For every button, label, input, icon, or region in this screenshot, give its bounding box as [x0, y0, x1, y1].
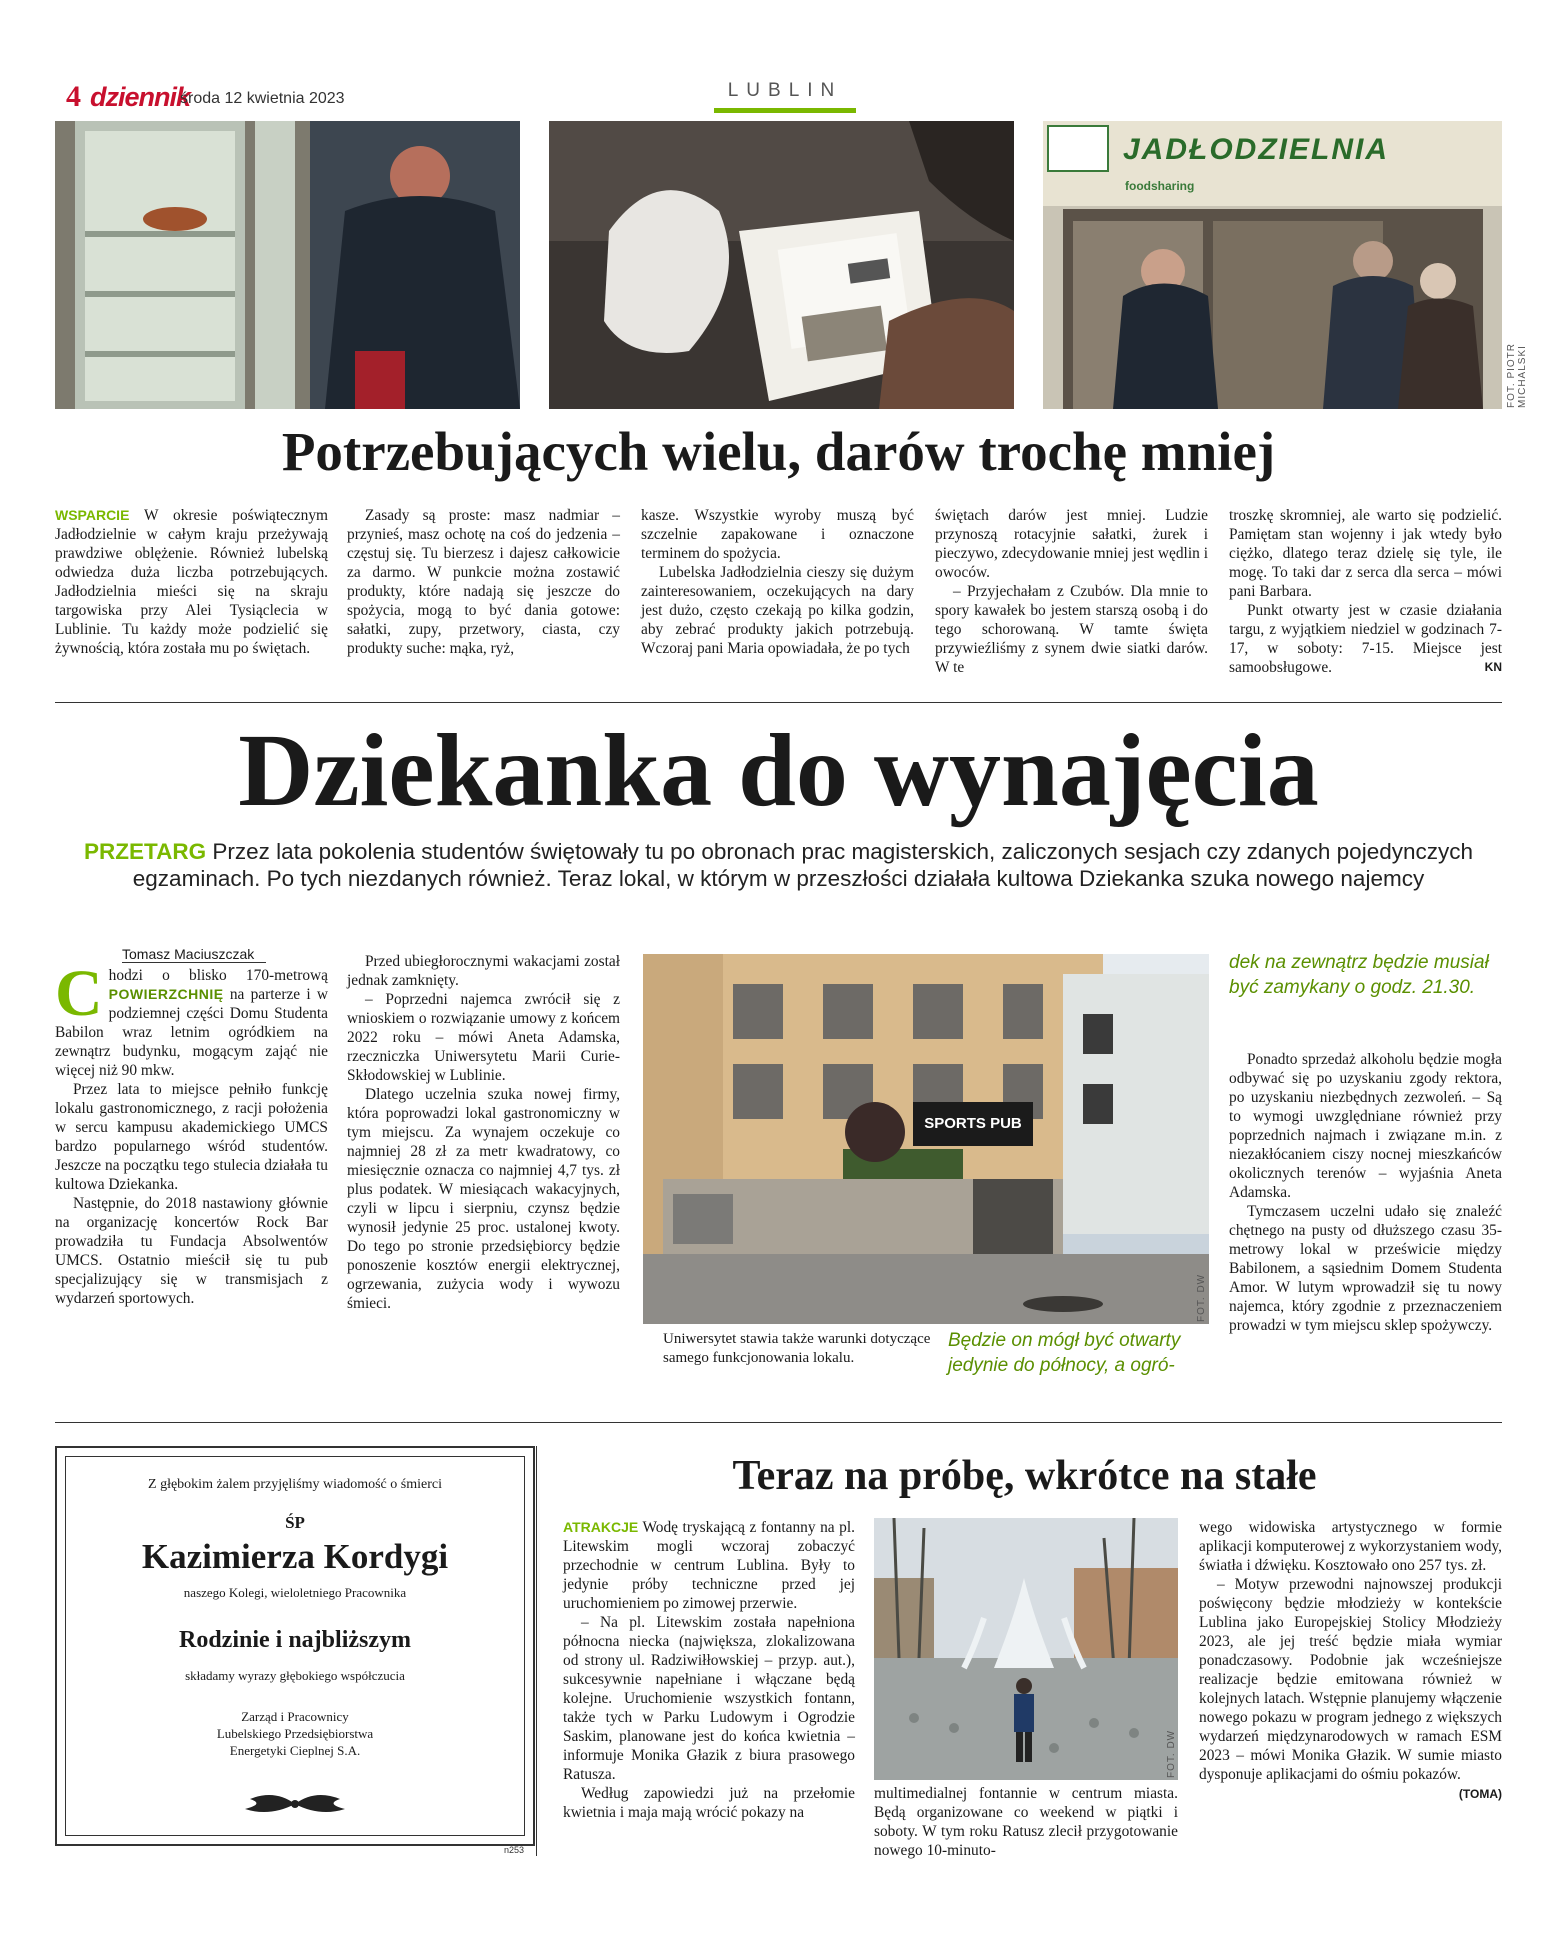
- paragraph: kasze. Wszystkie wyroby muszą być szczelnie zapakowane i oznaczone terminem do spożycia.: [641, 507, 914, 562]
- obituary-inner-frame: [65, 1456, 525, 1836]
- signer-line: Energetyki Cieplnej S.A.: [229, 1743, 361, 1758]
- obituary-intro: Z głębokim żalem przyjęliśmy wiadomość o śmierci: [148, 1477, 442, 1492]
- article-column: [641, 506, 914, 658]
- drop-cap: C: [55, 957, 103, 1030]
- photo-credit: FOT. DW: [1196, 1273, 1207, 1322]
- article-kicker: WSPARCIE: [55, 507, 130, 523]
- section-underline: [714, 108, 856, 113]
- stall-sign-text: JADŁODZIELNIA: [1123, 133, 1389, 166]
- article-column: [1199, 1518, 1502, 1804]
- column-divider: [536, 1446, 537, 1856]
- article-column: [55, 506, 328, 658]
- obituary-family: Rodzinie i najbliższym: [179, 1627, 411, 1653]
- photo-dormitory: [643, 954, 1209, 1324]
- paragraph: Następnie, do 2018 nastawiony głównie na organizację koncertów Rock Bar prowadziła tu Fundacja Absolwentów UMCS. Ostatnio mieścił się tu pub specjalizujący się w transmisjach z wydarzeń sportowych.: [55, 1195, 328, 1307]
- photo-food-packages: [549, 121, 1014, 409]
- obituary-abbrev: ŚP: [285, 1513, 305, 1532]
- article-lead: [70, 838, 1487, 892]
- paragraph: – Motyw przewodni najnowszej produkcji poświęcony będzie młodzieży w kontekście Lublina jako Europejskiej Stolicy Młodzieży 2023, ale jej treść będzie miała wymiar ponadczasowy. Podobnie jak wcześniejsze realizacje będzie emitowana również w kolejnych latach. Wstępnie planujemy włączenie nowego pokazu w program jednego z większych wydarzeń międzynarodowych w ramach ESM 2023 – mówi Monika Głazik. W sumie miasto dysponuje aplikacjami do ośmiu pokazów.: [1199, 1576, 1502, 1783]
- article-title: Potrzebujących wielu, darów trochę mniej: [281, 421, 1276, 482]
- lead-text: Przez lata pokolenia studentów świętowały tu po obronach prac magisterskich, zaliczonych sesjach czy zdanych pojedynczych egzaminach. Po tych niezdanych również. Teraz lokal, w którym w przeszłości działała kultowa Dziekanka szuka nowego najemcy: [132, 839, 1473, 891]
- photo-caption: Uniwersytet stawia także warunki dotyczące samego funkcjonowania lokalu.: [663, 1331, 931, 1366]
- paragraph: Przez lata to miejsce pełniło funkcję lokalu gastronomicznego, z racji położenia w sercu kampusu akademickiego UMCS bardzo popularnego wśród studentów. Jeszcze na początku tego stulecia działała tu kultowa Dziekanka.: [55, 1081, 328, 1193]
- article-column: [55, 957, 328, 1308]
- article-column: [1229, 1050, 1502, 1335]
- pub-sign: SPORTS PUB: [913, 1102, 1033, 1146]
- stall-sign-sub: foodsharing: [1125, 179, 1195, 193]
- paragraph: Punkt otwarty jest w czasie działania targu, z wyjątkiem niedziel w godzinach 7-17, w soboty: 7-15. Miejsce jest samoobsługowe.: [1229, 602, 1502, 676]
- article-column: [874, 1784, 1178, 1860]
- paragraph: multimedialnej fontannie w centrum miasta. Będą organizowane co weekend w piątki i soboty. W tym roku Ratusz zlecił przygotowanie nowego 10-minuto-: [874, 1785, 1178, 1859]
- photo-foodsharing-stall: [1043, 121, 1502, 409]
- article-title: Teraz na próbę, wkrótce na stałe: [732, 1453, 1317, 1499]
- article-column: [347, 952, 620, 1313]
- photo-credit: FOT. DW: [1166, 1729, 1177, 1778]
- paragraph: Przed ubiegłorocznymi wakacjami został jednak zamknięty.: [347, 953, 620, 989]
- photo-fountain: [874, 1518, 1178, 1780]
- signer-line: Zarząd i Pracownicy: [241, 1709, 349, 1724]
- paragraph: na parterze i w podziemnej części Domu Studenta Babilon wraz letnim ogródkiem na zewnątrz budynku, mogącym zająć nie więcej niż 90 mkw.: [55, 986, 328, 1079]
- ad-code: n253: [504, 1845, 525, 1855]
- paragraph: Według zapowiedzi już na przełomie kwietnia i maja mają wrócić pokazy na: [563, 1785, 855, 1821]
- paragraph: – Poprzedni najemca zwrócił się z wnioskiem o rozwiązanie umowy z końcem 2022 roku – mówi Aneta Adamska, rzeczniczka Uniwersytetu Marii Curie-Skłodowskiej w Lublinie.: [347, 991, 620, 1084]
- paragraph: świętach darów jest mniej. Ludzie przynoszą rotacyjnie sałatki, żurek i pieczywo, zdecydowanie mniej jest wędlin i owoców.: [935, 507, 1208, 581]
- author-signature: (TOMA): [1458, 1787, 1502, 1801]
- inline-kicker: POWIERZCHNIĘ: [108, 986, 224, 1002]
- issue-date: środa 12 kwietnia 2023: [180, 90, 345, 107]
- obituary-notice: [55, 1446, 535, 1846]
- paragraph: – Przyjechałam z Czubów. Dla mnie to spory kawałek bo jestem starszą osobą i do tego schorowaną. W tamte święta przywieźliśmy z synem dwie siatki darów. W te: [935, 583, 1208, 676]
- section-title: LUBLIN: [727, 80, 843, 101]
- article-kicker: PRZETARG: [84, 839, 207, 864]
- floral-ornament-icon: [66, 1789, 524, 1824]
- signer-line: Lubelskiego Przedsiębiorstwa: [216, 1726, 374, 1741]
- article-column: [935, 506, 1208, 677]
- paragraph: Ponadto sprzedaż alkoholu będzie mogła odbywać się po uzyskaniu zgody rektora, po uzyskaniu niezbędnych zezwoleń. – Są to wymogi uwzględniane również przy poprzednich najmach i związane m.in. z niezakłócaniem ciszy nocnej mieszkańców okolicznych terenów – wyjaśnia Aneta Adamska.: [1229, 1051, 1502, 1201]
- obituary-condolence: składamy wyrazy głębokiego współczucia: [185, 1668, 405, 1683]
- paragraph: W okresie poświątecznym Jadłodzielnie w całym kraju przeżywają prawdziwe oblężenie. Również lubelską odwiedza duża liczba potrzebujących. Jadłodzielnia mieści się na skraju targowiska przy Alei Tysiąclecia w Lublinie. Tu każdy może podzielić się żywnością, która została mu po świętach.: [55, 507, 328, 657]
- article-kicker: ATRAKCJE: [563, 1519, 639, 1535]
- obituary-role: naszego Kolegi, wieloletniego Pracownika: [183, 1585, 407, 1600]
- paragraph: troszkę skromniej, ale warto się podzielić. Pamiętam stan wojenny i jak wtedy było ciężko, dlatego teraz dzielę się tyle, ile mogę. To taki dar z serca dla serca – mówi pani Barbara.: [1229, 507, 1502, 600]
- photo-credit: FOT. PIOTR MICHALSKI: [1506, 343, 1528, 408]
- article-column: [347, 506, 620, 658]
- page-number: 4: [66, 80, 81, 113]
- pull-quote: Będzie on mógł być otwarty jedynie do północy, a ogró-: [948, 1330, 1181, 1376]
- paragraph: hodzi o blisko 170-metrową: [108, 967, 328, 984]
- newspaper-logo: dziennik: [90, 82, 191, 112]
- article-column: [1229, 506, 1502, 677]
- paragraph: Dlatego uczelnia szuka nowej firmy, która poprowadzi lokal gastronomiczny w tym miejscu. Za wynajem oczekuje co najmniej 28 zł za metr kwadratowy, co miesięcznie oznacza co najmniej 4,7 tys. zł plus podatek. W miesiącach wakacyjnych, czyli w lipcu i sierpniu, czynsz będzie wynosił jedynie 25 proc. ustalonej kwoty. Do tego po stronie przedsiębiorcy będzie ponoszenie kosztów energii elektrycznej, ogrzewania, zużycia wody i wywozu śmieci.: [347, 1086, 620, 1312]
- article-column: [563, 1518, 855, 1822]
- section-divider: [55, 702, 1502, 703]
- obituary-signers: [66, 1708, 524, 1759]
- section-divider: [55, 1422, 1502, 1423]
- pull-quote: dek na zewnątrz będzie musiał być zamykany o godz. 21.30.: [1229, 952, 1489, 998]
- obituary-name: Kazimierza Kordygi: [141, 1537, 449, 1576]
- author-byline: Tomasz Maciuszczak: [122, 946, 266, 963]
- paragraph: Zasady są proste: masz nadmiar – przynieś, masz ochotę na coś do jedzenia – częstuj się. Tu bierzesz i dajesz całkowicie za darmo. W punkcie można zostawić produkty, które nadają się jeszcze do spożycia, mogą to być dania gotowe: sałatki, zupy, przetwory, ciasta, czy produkty suche: mąka, ryż,: [347, 507, 620, 657]
- author-signature: KN: [1484, 660, 1502, 674]
- paragraph: Wodę tryskającą z fontanny na pl. Litewskim mogli wczoraj zobaczyć przechodnie w centrum Lublina. Były to jedynie próby techniczne przed jej uruchomieniem po zimowej przerwie.: [563, 1519, 855, 1612]
- paragraph: Tymczasem uczelni udało się znaleźć chętnego na pusty od dłuższego czasu 35-metrowy lokal w prześwicie między Babilonem, a sąsiednim Domem Studenta Amor. W lutym wprowadził się tu nowy najemca, który zgodnie z przeznaczeniem prowadzi w tym miejscu sklep spożywczy.: [1229, 1203, 1502, 1334]
- photo-fridge: [55, 121, 520, 409]
- paragraph: Lubelska Jadłodzielnia cieszy się dużym zainteresowaniem, oczekujących na dary jest dużo, często czekają po kilka godzin, aby zebrać produkty jakich potrzebują. Wczoraj pani Maria opowiadała, że po tych: [641, 564, 914, 657]
- article-title: Dziekanka do wynajęcia: [238, 713, 1319, 828]
- paragraph: wego widowiska artystycznego w formie aplikacji komputerowej z wykorzystaniem wody, światła i dźwięku. Kosztowało ono 257 tys. zł.: [1199, 1519, 1502, 1574]
- paragraph: – Na pl. Litewskim została napełniona północna niecka (największa, zlokalizowana od strony ul. Radziwiłłowskiej – przyp. aut.), sukcesywnie napełniane i włączane będą kolejne. Uruchomienie wszystkich fontann, także tych w Parku Ludowym i Ogrodzie Saskim, planowane jest do końca kwietnia – informuje Monika Głazik z biura prasowego Ratusza.: [563, 1614, 855, 1783]
